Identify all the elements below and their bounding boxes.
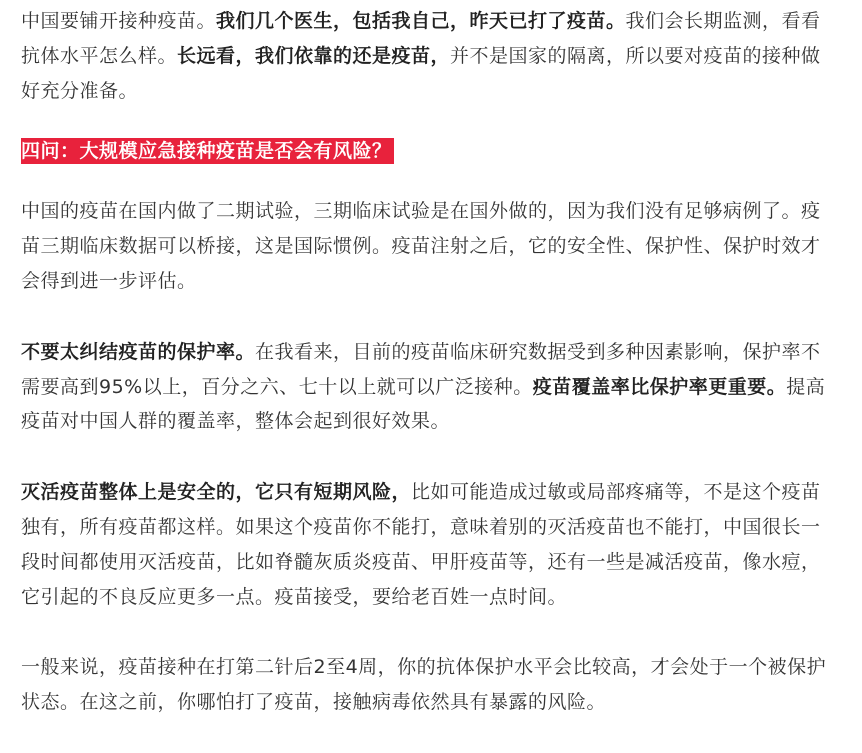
paragraph-spacer: [21, 166, 838, 194]
body-paragraph: [21, 335, 838, 439]
text-segment: 比如可能造成过敏或局部疼痛等，不是这个疫苗独有，所有疫苗都这样。如果这个疫苗你不能打，意味着别的灭活疫苗也不能打，中国很长一段时间都使用灭活疫苗，比如脊髓灰质炎疫苗、甲肝疫苗等，还有一些是减活疫苗，像水痘，它引起的不良反应更多一点。疫苗接受，要给老百姓一点时间。: [21, 481, 821, 608]
body-paragraph: [21, 650, 838, 720]
bold-segment: 灭活疫苗整体上是安全的，它只有短期风险，: [21, 481, 412, 504]
body-paragraph: [21, 475, 838, 614]
intro-paragraph: [21, 4, 838, 108]
bold-segment: 疫苗覆盖率比保护率更重要。: [532, 375, 787, 398]
paragraph-spacer: [21, 614, 838, 650]
bold-segment: 我们几个医生，包括我自己，昨天已打了疫苗。: [216, 10, 626, 32]
text-segment: 中国要铺开接种疫苗。: [21, 10, 217, 32]
paragraph-spacer: [21, 439, 838, 475]
text-segment: 提高疫苗对中国人群的覆盖率，整体会起到很好效果。: [21, 375, 826, 433]
bold-segment: 长远看，我们依靠的还是疫苗，: [177, 44, 451, 67]
text-segment: 一般来说，疫苗接种在打第二针后2至4周，你的抗体保护水平会比较高，才会处于一个被保护状态。在这之前，你哪怕打了疫苗，接触病毒依然具有暴露的风险。: [21, 656, 827, 714]
body-paragraph: [21, 194, 838, 298]
section-heading-highlight: 四问：大规模应急接种疫苗是否会有风险？: [21, 140, 392, 163]
paragraph-spacer: [21, 299, 838, 335]
bold-segment: 不要太纠结疫苗的保护率。: [21, 340, 256, 363]
text-segment: 并不是国家的隔离，所以要对疫苗的接种做好充分准备。: [21, 44, 821, 102]
paragraph-spacer: [21, 108, 838, 136]
text-segment: 中国的疫苗在国内做了二期试验，三期临床试验是在国外做的，因为我们没有足够病例了。疫苗三期临床数据可以桥接，这是国际惯例。疫苗注射之后，它的安全性、保护性、保护时效才会得到进一步评估。: [21, 200, 821, 292]
section-heading: [21, 136, 838, 166]
text-segment: 在我看来，目前的疫苗临床研究数据受到多种因素影响，保护率不需要高到95%以上，百分之六、七十以上就可以广泛接种。: [21, 340, 821, 398]
text-segment: 我们会长期监测，看看抗体水平怎么样。: [21, 10, 821, 67]
